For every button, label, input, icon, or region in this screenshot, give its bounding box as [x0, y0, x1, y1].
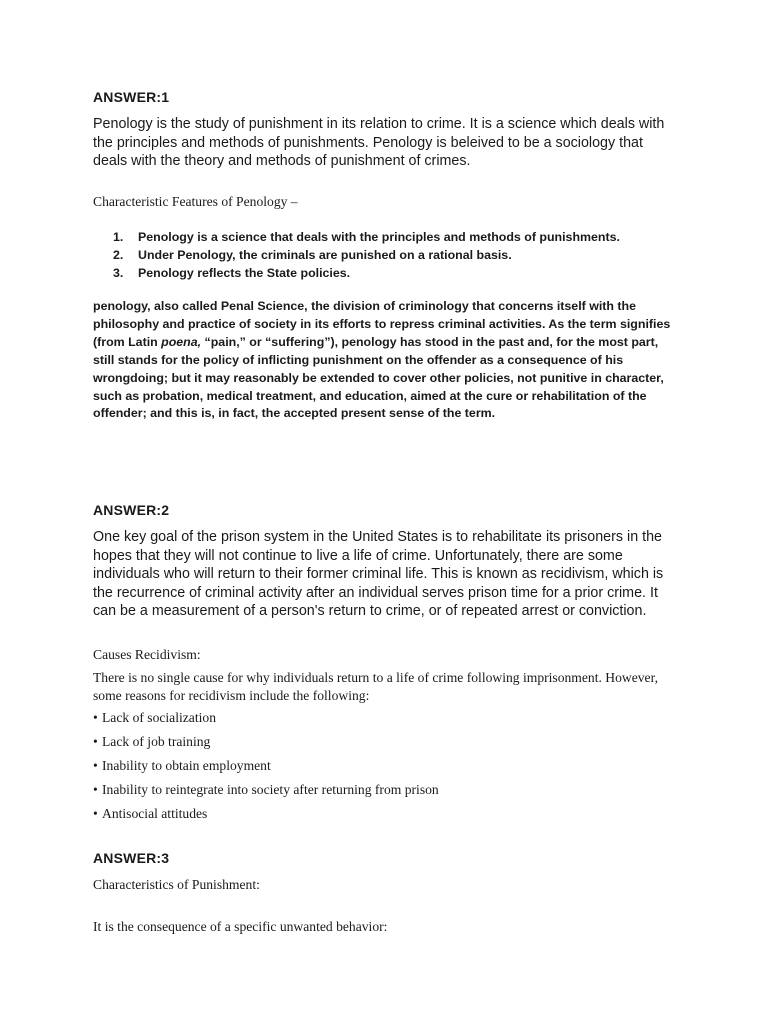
bullet-icon: • — [93, 782, 98, 798]
features-list — [113, 228, 620, 282]
bullet-icon: • — [93, 758, 98, 774]
bullet-icon: • — [93, 710, 98, 725]
feature-text: Under Penology, the criminals are punished on a rational basis. — [138, 248, 512, 262]
list-item — [93, 802, 439, 826]
list-item — [93, 730, 439, 754]
cause-text: Inability to reintegrate into society after returning from prison — [102, 782, 439, 798]
answer-1-intro: Penology is the study of punishment in its relation to crime. It is a science which deals with the principles and methods of punishments. Penology is beleived to be a sociology that deals with the theory and methods of punishment of crimes. — [93, 116, 665, 169]
cause-text: Inability to obtain employment — [102, 758, 271, 774]
answer-3-title: Characteristics of Punishment: — [93, 877, 260, 892]
feature-text: Penology is a science that deals with the principles and methods of punishments. — [138, 230, 620, 244]
list-item — [93, 754, 439, 778]
latin-term: poena, — [161, 334, 202, 349]
penology-definition: penology, also called Penal Science, the division of criminology that concerns itself with the philosophy and practice of society in its efforts to repress criminal activities. As the term signifies (from Latin poena, “pain,” or “suffering”), penology has stood in the past and, for the most part, still stands for the policy of inflicting punishment on the offender as a consequence of his wrongdoing; but it may reasonably be extended to cover other policies, not punitive in character, such as probation, medical treatment, and education, aimed at the cure or rehabilitation of the offender; and this is, in fact, the accepted present sense of the term. — [93, 299, 671, 421]
answer-1-heading: ANSWER:1 — [93, 89, 170, 105]
list-item — [93, 706, 439, 730]
list-item: 3. Penology reflects the State policies. — [113, 266, 351, 280]
causes-list — [93, 706, 439, 826]
cause-text: Antisocial attitudes — [102, 806, 208, 822]
cause-text: Lack of job training — [102, 734, 211, 750]
features-title: Characteristic Features of Penology – — [93, 194, 298, 209]
answer-3-heading: ANSWER:3 — [93, 850, 170, 866]
answer-3-line: It is the consequence of a specific unwanted behavior: — [93, 919, 388, 934]
list-item — [93, 778, 439, 802]
cause-text: Lack of socialization — [102, 710, 216, 725]
answer-2-intro: One key goal of the prison system in the United States is to rehabilitate its prisoners in the hopes that they will not continue to live a life of crime. Unfortunately, there are some individuals who will return to their former criminal life. This is known as recidivism, which is the recurrence of criminal activity after an individual serves prison time for a prior crime. It can be a measurement of a person's return to crime, or of repeated arrest or conviction. — [93, 529, 664, 619]
feature-text: Penology reflects the State policies. — [138, 266, 351, 280]
bullet-icon: • — [93, 806, 98, 822]
list-item: 2. Under Penology, the criminals are punished on a rational basis. — [113, 248, 512, 262]
bullet-icon: • — [93, 734, 98, 750]
causes-title: Causes Recidivism: — [93, 647, 201, 662]
causes-intro: There is no single cause for why individuals return to a life of crime following imprisonment. However, some reasons for recidivism include the following: — [93, 670, 658, 703]
answer-2-heading: ANSWER:2 — [93, 502, 170, 518]
list-item: 1. Penology is a science that deals with the principles and methods of punishments. — [113, 230, 620, 244]
